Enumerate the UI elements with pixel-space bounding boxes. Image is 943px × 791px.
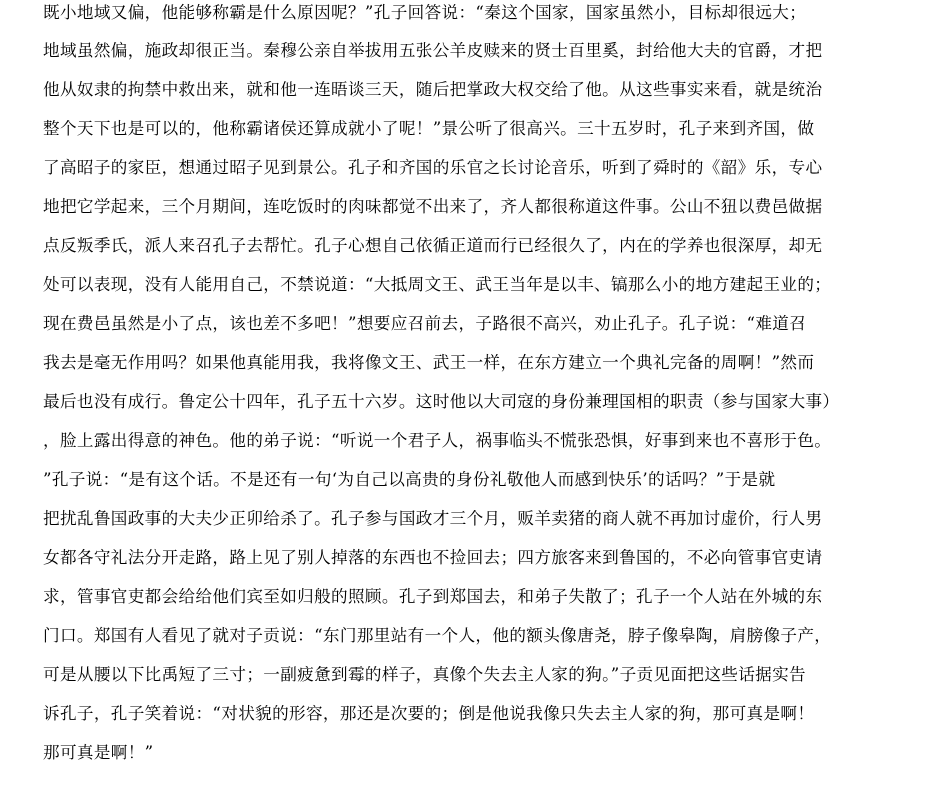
text-line-15: 女都各守礼法分开走路，路上见了别人掉落的东西也不捡回去；四方旅客来到鲁国的，不必向管事官吏请 [43, 548, 823, 567]
text-line-9: 现在费邑虽然是小了点，该也差不多吧！”想要应召前去，子路很不高兴，劝止孔子。孔子说：“难道召 [43, 314, 807, 333]
text-line-7: 点反叛季氏，派人来召孔子去帮忙。孔子心想自己依循正道而行已经很久了，内在的学养也很深厚，却无 [43, 236, 823, 255]
text-line-5: 了高昭子的家臣，想通过昭子见到景公。孔子和齐国的乐官之长讨论音乐，听到了舜时的《韶》乐，专心 [43, 158, 823, 177]
text-line-1: 既小地域又偏，他能够称霸是什么原因呢？”孔子回答说：“秦这个国家，国家虽然小，目标却很远大； [43, 3, 807, 22]
text-line-18: 可是从腰以下比禹短了三寸；一副疲惫到霉的样子，真像个失去主人家的狗。”子贡见面把这些话据实告 [43, 665, 806, 684]
text-line-16: 求，管事官吏都会给给他们宾至如归般的照顾。孔子到郑国去，和弟子失散了；孔子一个人站在外城的东 [43, 587, 823, 606]
text-line-10: 我去是毫无作用吗？如果他真能用我，我将像文王、武王一样，在东方建立一个典礼完备的周啊！”然而 [43, 353, 815, 372]
text-line-13: ”孔子说：“是有这个话。不是还有一句‘为自己以高贵的身份礼敬他人而感到快乐’的话吗？”于是就 [43, 470, 776, 489]
text-line-8: 处可以表现，没有人能用自己，不禁说道：“大抵周文王、武王当年是以丰、镐那么小的地方建起王业的； [43, 275, 832, 294]
text-line-3: 他从奴隶的拘禁中救出来，就和他一连晤谈三天，随后把掌政大权交给了他。从这些事实来看，就是统治 [43, 80, 823, 99]
text-line-2: 地域虽然偏，施政却很正当。秦穆公亲自举拔用五张公羊皮赎来的贤士百里奚，封给他大夫的官爵，才把 [43, 41, 823, 60]
text-line-11: 最后也没有成行。鲁定公十四年，孔子五十六岁。这时他以大司寇的身份兼理国相的职责（参与国家大事） [43, 392, 840, 411]
text-line-4: 整个天下也是可以的，他称霸诸侯还算成就小了呢！”景公听了很高兴。三十五岁时，孔子来到齐国，做 [43, 119, 815, 138]
text-line-20: 那可真是啊！” [43, 743, 154, 762]
text-line-17: 门口。郑国有人看见了就对子贡说：“东门那里站有一个人，他的额头像唐尧，脖子像皋陶，肩膀像子产， [43, 626, 832, 645]
text-line-6: 地把它学起来，三个月期间，连吃饭时的肉味都觉不出来了，齐人都很称道这件事。公山不狃以费邑做据 [43, 197, 823, 216]
text-line-19: 诉孔子，孔子笑着说：“对状貌的形容，那还是次要的；倒是他说我像只失去主人家的狗，那可真是啊！ [43, 704, 815, 723]
text-line-12: ，脸上露出得意的神色。他的弟子说：“听说一个君子人，祸事临头不慌张恐惧，好事到来也不喜形于色。 [43, 431, 832, 450]
text-line-14: 把扰乱鲁国政事的大夫少正卯给杀了。孔子参与国政才三个月，贩羊卖猪的商人就不再加讨虚价，行人男 [43, 509, 823, 528]
